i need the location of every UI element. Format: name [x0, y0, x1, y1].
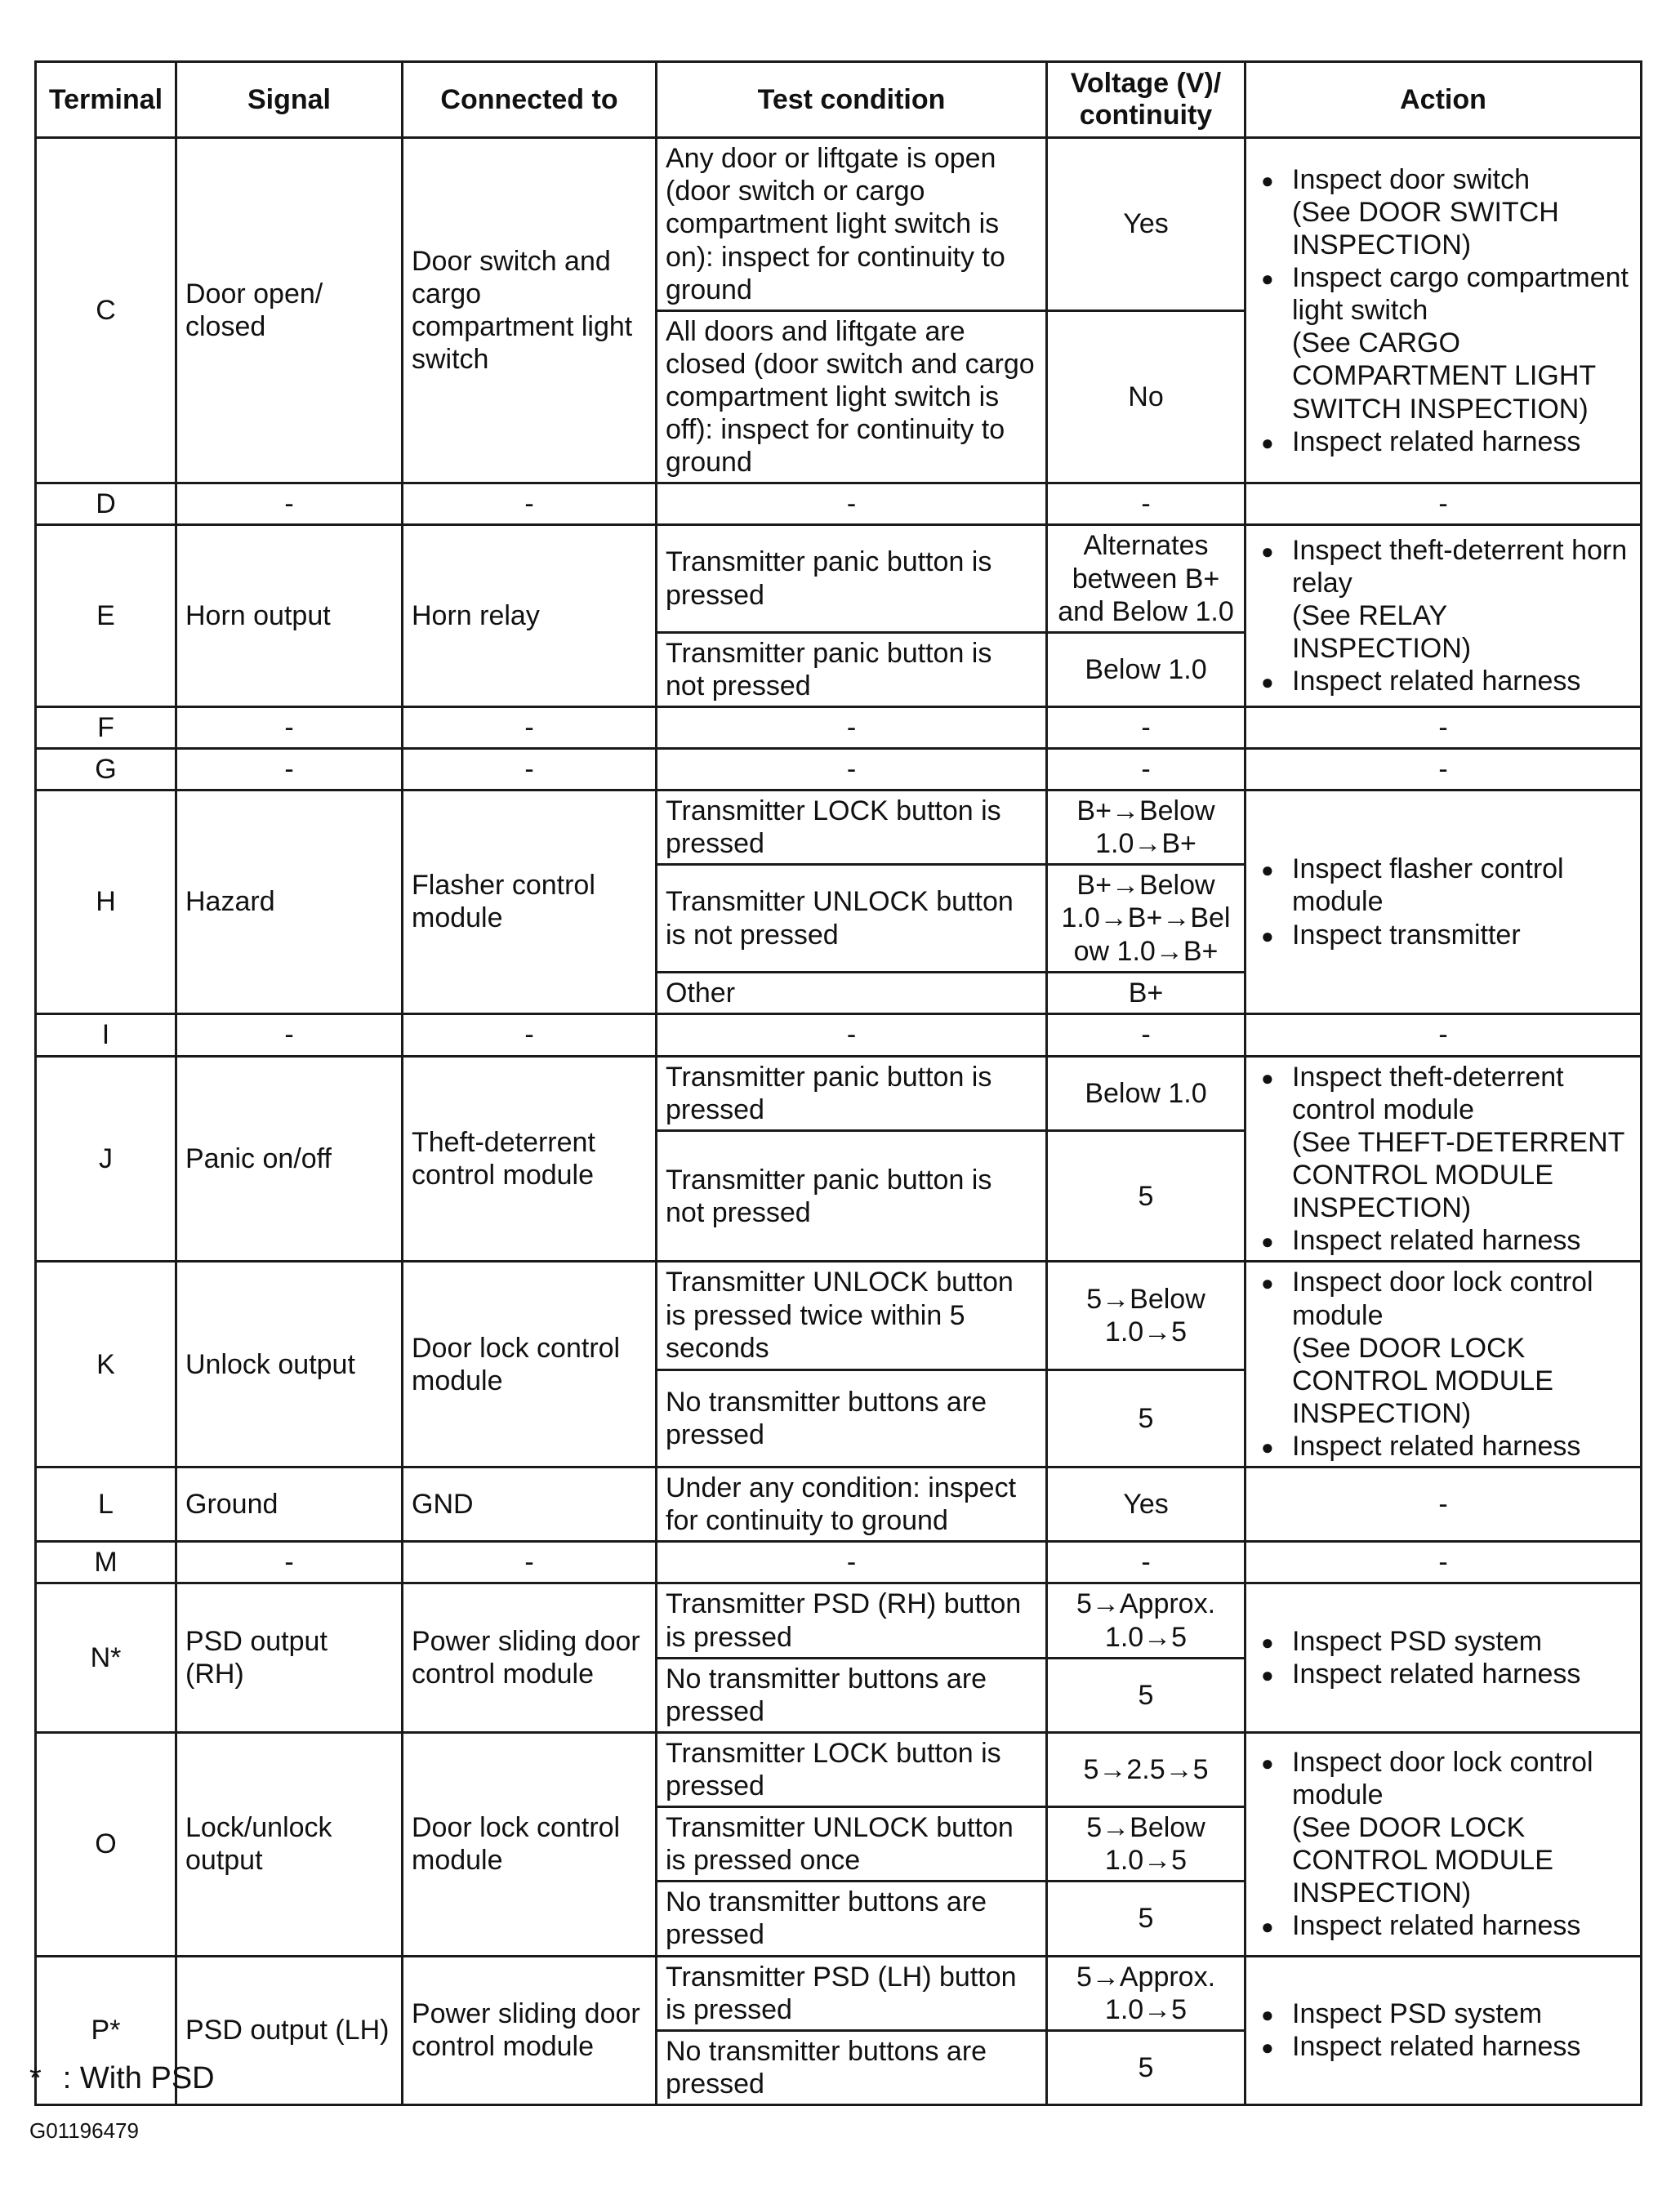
- bullet-icon: ●: [1261, 1271, 1274, 1296]
- terminal-cell: J: [36, 1056, 176, 1262]
- bullet-icon: ●: [1261, 1663, 1274, 1688]
- test-condition-cell: Transmitter panic button is pressed: [657, 1056, 1047, 1130]
- bullet-icon: ●: [1261, 2002, 1274, 2028]
- action-item: [1254, 1909, 1632, 1942]
- empty-cell: -: [657, 1013, 1047, 1056]
- table-row: [36, 706, 1642, 748]
- empty-cell: -: [176, 483, 403, 525]
- voltage-cell: 5→Below 1.0→5: [1047, 1807, 1246, 1882]
- action-item: [1254, 534, 1632, 599]
- test-condition-cell: Transmitter UNLOCK button is not pressed: [657, 865, 1047, 972]
- bullet-icon: ●: [1261, 1229, 1274, 1254]
- action-item: [1254, 665, 1632, 697]
- empty-cell: -: [657, 706, 1047, 748]
- connected-cell: GND: [403, 1467, 657, 1542]
- action-cell: [1246, 1056, 1642, 1262]
- test-condition-cell: Transmitter PSD (RH) button is pressed: [657, 1583, 1047, 1658]
- signal-cell: PSD output (RH): [176, 1583, 403, 1732]
- connected-cell: Theft-deterrent control module: [403, 1056, 657, 1262]
- test-condition-cell: No transmitter buttons are pressed: [657, 1658, 1047, 1732]
- voltage-cell: B+→Below 1.0→B+: [1047, 790, 1246, 865]
- voltage-cell: Below 1.0: [1047, 632, 1246, 706]
- test-condition-cell: All doors and liftgate are closed (door switch and cargo compartment light switch is off): inspect for continuity to ground: [657, 310, 1047, 483]
- terminal-cell: P*: [36, 1956, 176, 2104]
- connected-cell: Horn relay: [403, 525, 657, 707]
- signal-cell: Door open/ closed: [176, 138, 403, 483]
- action-cell: [1246, 1583, 1642, 1732]
- terminal-cell: I: [36, 1013, 176, 1056]
- terminal-cell: K: [36, 1262, 176, 1467]
- bullet-icon: ●: [1261, 857, 1274, 883]
- terminal-cell: H: [36, 790, 176, 1014]
- action-text: Inspect door lock control module: [1292, 1267, 1593, 1331]
- action-text: Inspect flasher control module: [1292, 853, 1564, 918]
- empty-cell: -: [1047, 483, 1246, 525]
- action-item: [1254, 919, 1632, 951]
- terminal-cell: E: [36, 525, 176, 707]
- test-condition-cell: Any door or liftgate is open (door switch or cargo compartment light switch is on): inspect for continuity to ground: [657, 138, 1047, 311]
- action-text: Inspect PSD system: [1292, 1626, 1543, 1658]
- empty-cell: -: [1047, 1542, 1246, 1583]
- terminal-cell: F: [36, 706, 176, 748]
- terminal-cell: M: [36, 1542, 176, 1583]
- terminal-cell: O: [36, 1732, 176, 1956]
- action-text: Inspect related harness: [1292, 2031, 1581, 2063]
- action-text: Inspect related harness: [1292, 425, 1581, 457]
- signal-cell: PSD output (LH): [176, 1956, 403, 2104]
- action-cell: [1246, 1262, 1642, 1467]
- bullet-icon: ●: [1261, 1630, 1274, 1655]
- test-condition-cell: Transmitter panic button is not pressed: [657, 632, 1047, 706]
- signal-cell: Ground: [176, 1467, 403, 1542]
- terminal-inspection-table: [34, 60, 1642, 2106]
- table-row: [36, 790, 1642, 865]
- header-connected-to: Connected to: [403, 62, 657, 138]
- action-text: Inspect PSD system: [1292, 1998, 1543, 2030]
- action-text: Inspect related harness: [1292, 1225, 1581, 1257]
- voltage-cell: 5: [1047, 1131, 1246, 1262]
- voltage-cell: 5: [1047, 1370, 1246, 1467]
- action-cell: [1246, 790, 1642, 1014]
- test-condition-cell: No transmitter buttons are pressed: [657, 1882, 1047, 1956]
- table-row: [36, 1013, 1642, 1056]
- signal-cell: Horn output: [176, 525, 403, 707]
- header-action: Action: [1246, 62, 1642, 138]
- figure-id: G01196479: [29, 2118, 139, 2143]
- terminal-cell: G: [36, 749, 176, 790]
- table-row: [36, 1583, 1642, 1658]
- action-text: Inspect door lock control module: [1292, 1746, 1593, 1810]
- empty-cell: -: [657, 749, 1047, 790]
- voltage-cell: 5→Approx. 1.0→5: [1047, 1956, 1246, 2030]
- connected-cell: Power sliding door control module: [403, 1956, 657, 2104]
- header-voltage-line1: Voltage (V)/: [1070, 68, 1222, 99]
- empty-cell: -: [657, 1542, 1047, 1583]
- test-condition-cell: No transmitter buttons are pressed: [657, 1370, 1047, 1467]
- empty-cell: -: [403, 706, 657, 748]
- voltage-cell: Yes: [1047, 138, 1246, 311]
- voltage-cell: Alternates between B+ and Below 1.0: [1047, 525, 1246, 632]
- table-row: [36, 483, 1642, 525]
- connected-cell: Door lock control module: [403, 1262, 657, 1467]
- bullet-icon: ●: [1261, 1435, 1274, 1460]
- empty-cell: -: [176, 1542, 403, 1583]
- voltage-cell: B+: [1047, 972, 1246, 1013]
- action-text: Inspect related harness: [1292, 1659, 1581, 1690]
- voltage-cell: No: [1047, 310, 1246, 483]
- voltage-cell: B+→Below 1.0→B+→Bel ow 1.0→B+: [1047, 865, 1246, 972]
- bullet-icon: ●: [1261, 670, 1274, 695]
- table-row: [36, 749, 1642, 790]
- empty-cell: -: [403, 749, 657, 790]
- action-item: [1254, 2030, 1632, 2063]
- action-item: [1254, 261, 1632, 327]
- footnote: [29, 2061, 215, 2096]
- voltage-cell: 5→2.5→5: [1047, 1732, 1246, 1806]
- action-item: [1254, 1061, 1632, 1126]
- terminal-cell: L: [36, 1467, 176, 1542]
- action-item: [1254, 1997, 1632, 2030]
- test-condition-cell: Transmitter LOCK button is pressed: [657, 1732, 1047, 1806]
- empty-cell: -: [1047, 706, 1246, 748]
- signal-cell: Lock/unlock output: [176, 1732, 403, 1956]
- table-row: [36, 1732, 1642, 1806]
- table-row: [36, 138, 1642, 311]
- action-note: (See THEFT-DETERRENT CONTROL MODULE INSPECTION): [1292, 1127, 1624, 1224]
- bullet-icon: ●: [1261, 538, 1274, 563]
- test-condition-cell: Other: [657, 972, 1047, 1013]
- action-text: Inspect theft-deterrent horn relay: [1292, 534, 1628, 599]
- empty-cell: -: [1246, 1467, 1642, 1542]
- action-item: [1254, 425, 1632, 458]
- action-note: (See DOOR LOCK CONTROL MODULE INSPECTION): [1292, 1812, 1553, 1909]
- test-condition-cell: Transmitter UNLOCK button is pressed twice within 5 seconds: [657, 1262, 1047, 1370]
- action-item: [1254, 1224, 1632, 1257]
- action-note: (See DOOR LOCK CONTROL MODULE INSPECTION): [1292, 1332, 1553, 1429]
- action-note: (See DOOR SWITCH INSPECTION): [1292, 196, 1559, 261]
- empty-cell: -: [176, 749, 403, 790]
- action-cell: [1246, 138, 1642, 483]
- voltage-cell: 5: [1047, 1882, 1246, 1956]
- voltage-cell: 5: [1047, 1658, 1246, 1732]
- action-text: Inspect transmitter: [1292, 919, 1521, 951]
- header-row: [36, 62, 1642, 138]
- voltage-cell: 5→Approx. 1.0→5: [1047, 1583, 1246, 1658]
- action-text: Inspect related harness: [1292, 1910, 1581, 1942]
- empty-cell: -: [403, 483, 657, 525]
- action-cell: [1246, 525, 1642, 707]
- connected-cell: Power sliding door control module: [403, 1583, 657, 1732]
- header-voltage: [1047, 62, 1246, 138]
- bullet-icon: ●: [1261, 1750, 1274, 1775]
- bullet-icon: ●: [1261, 266, 1274, 292]
- voltage-cell: 5: [1047, 2030, 1246, 2104]
- empty-cell: -: [1047, 1013, 1246, 1056]
- connected-cell: Door switch and cargo compartment light switch: [403, 138, 657, 483]
- action-note: (See RELAY INSPECTION): [1292, 600, 1472, 665]
- empty-cell: -: [176, 1013, 403, 1056]
- action-item: [1254, 1266, 1632, 1331]
- bullet-icon: ●: [1261, 1914, 1274, 1939]
- table-row: [36, 1542, 1642, 1583]
- footnote-text: : With PSD: [62, 2061, 215, 2095]
- connected-cell: Door lock control module: [403, 1732, 657, 1956]
- empty-cell: -: [403, 1013, 657, 1056]
- test-condition-cell: No transmitter buttons are pressed: [657, 2030, 1047, 2104]
- table-row: [36, 1262, 1642, 1370]
- empty-cell: -: [657, 483, 1047, 525]
- action-item: [1254, 1746, 1632, 1811]
- action-item: [1254, 1625, 1632, 1658]
- action-cell: [1246, 1732, 1642, 1956]
- bullet-icon: ●: [1261, 167, 1274, 193]
- bullet-icon: ●: [1261, 1065, 1274, 1090]
- test-condition-cell: Transmitter PSD (LH) button is pressed: [657, 1956, 1047, 2030]
- empty-cell: -: [1246, 1013, 1642, 1056]
- test-condition-cell: Transmitter panic button is pressed: [657, 525, 1047, 632]
- header-test-condition: Test condition: [657, 62, 1047, 138]
- header-voltage-line2: continuity: [1079, 100, 1213, 131]
- signal-cell: Panic on/off: [176, 1056, 403, 1262]
- table-row: [36, 1056, 1642, 1130]
- header-terminal: Terminal: [36, 62, 176, 138]
- terminal-cell: C: [36, 138, 176, 483]
- test-condition-cell: Transmitter panic button is not pressed: [657, 1131, 1047, 1262]
- signal-cell: Unlock output: [176, 1262, 403, 1467]
- test-condition-cell: Transmitter LOCK button is pressed: [657, 790, 1047, 865]
- empty-cell: -: [1246, 483, 1642, 525]
- connected-cell: Flasher control module: [403, 790, 657, 1014]
- action-item: [1254, 163, 1632, 196]
- empty-cell: -: [1047, 749, 1246, 790]
- empty-cell: -: [1246, 1542, 1642, 1583]
- action-text: Inspect related harness: [1292, 1431, 1581, 1463]
- action-note: (See CARGO COMPARTMENT LIGHT SWITCH INSPECTION): [1292, 327, 1596, 425]
- bullet-icon: ●: [1261, 923, 1274, 948]
- empty-cell: -: [1246, 749, 1642, 790]
- action-text: Inspect related harness: [1292, 666, 1581, 697]
- action-text: Inspect theft-deterrent control module: [1292, 1061, 1564, 1125]
- empty-cell: -: [1246, 706, 1642, 748]
- voltage-cell: 5→Below 1.0→5: [1047, 1262, 1246, 1370]
- header-signal: Signal: [176, 62, 403, 138]
- table-row: [36, 525, 1642, 632]
- empty-cell: -: [403, 1542, 657, 1583]
- voltage-cell: Yes: [1047, 1467, 1246, 1542]
- test-condition-cell: Transmitter UNLOCK button is pressed once: [657, 1807, 1047, 1882]
- action-text: Inspect door switch: [1292, 163, 1531, 195]
- action-item: [1254, 1430, 1632, 1463]
- bullet-icon: ●: [1261, 430, 1274, 455]
- action-item: [1254, 1658, 1632, 1690]
- footnote-mark: *: [29, 2061, 42, 2095]
- bullet-icon: ●: [1261, 2035, 1274, 2060]
- terminal-cell: N*: [36, 1583, 176, 1732]
- table-row: [36, 1467, 1642, 1542]
- action-cell: [1246, 1956, 1642, 2104]
- action-item: [1254, 853, 1632, 918]
- empty-cell: -: [176, 706, 403, 748]
- signal-cell: Hazard: [176, 790, 403, 1014]
- table-row: [36, 1956, 1642, 2030]
- voltage-cell: Below 1.0: [1047, 1056, 1246, 1130]
- terminal-cell: D: [36, 483, 176, 525]
- action-text: Inspect cargo compartment light switch: [1292, 262, 1629, 327]
- test-condition-cell: Under any condition: inspect for continuity to ground: [657, 1467, 1047, 1542]
